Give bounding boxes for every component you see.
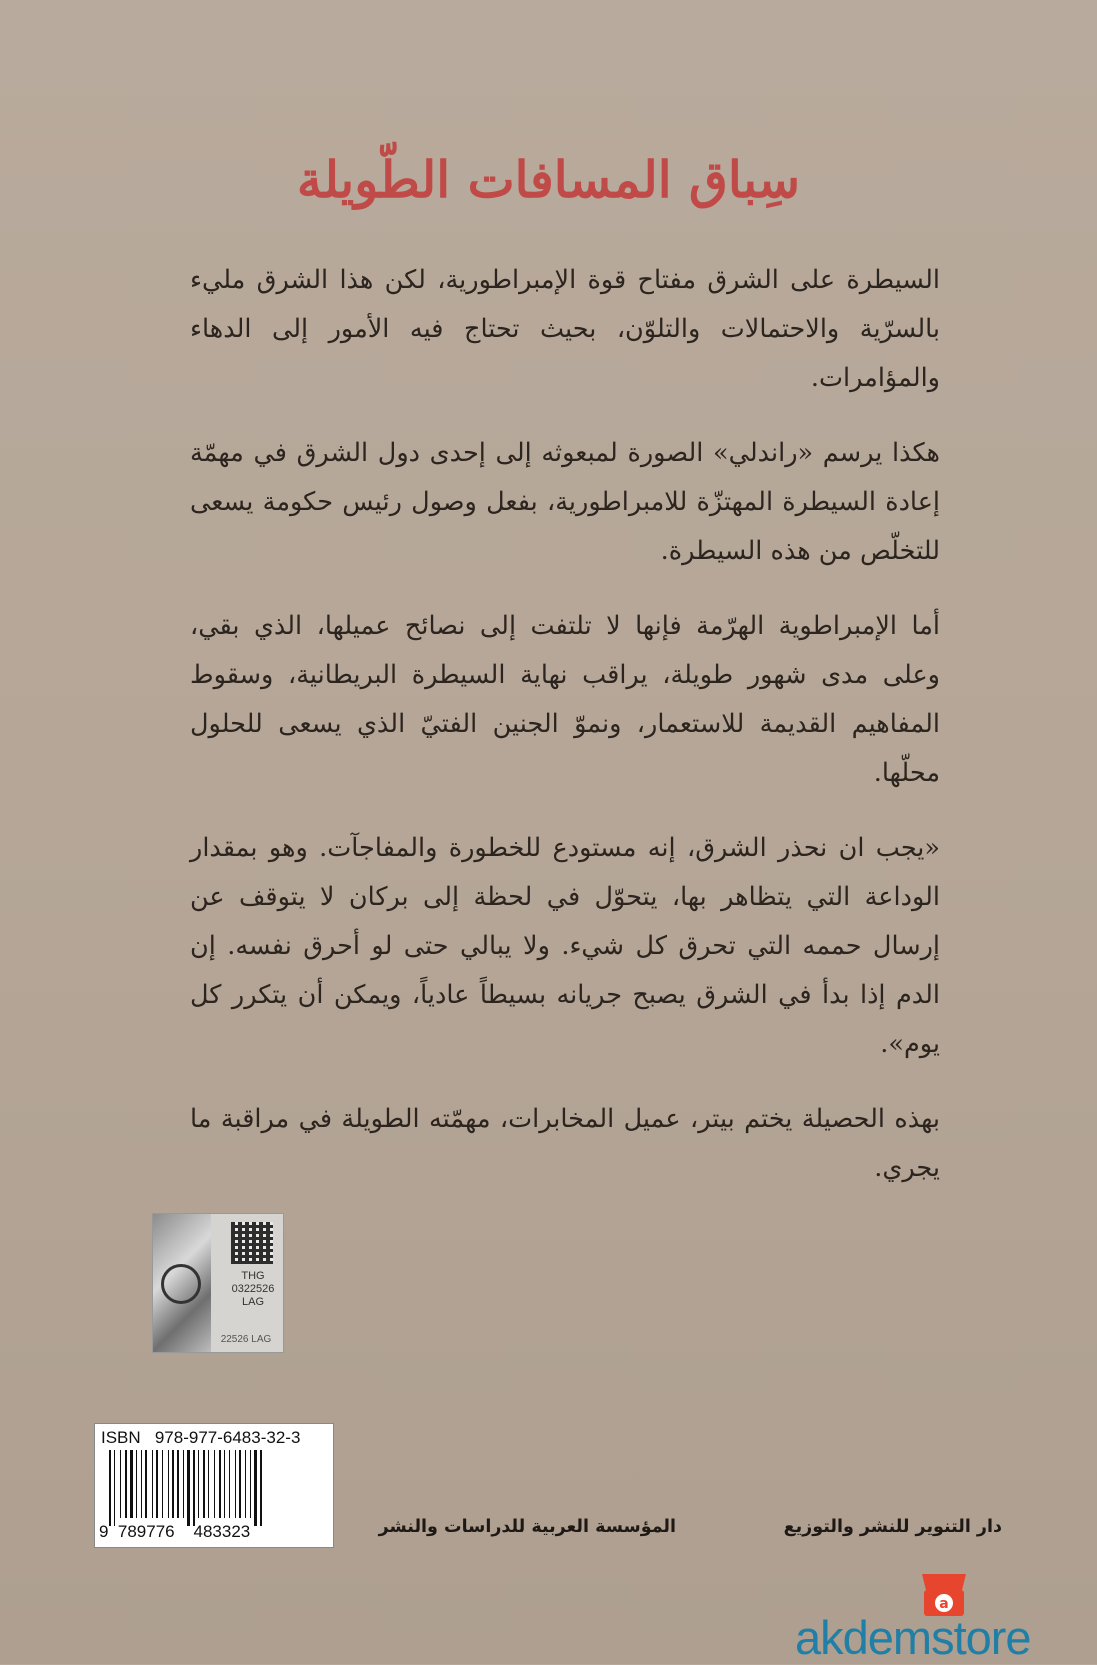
barcode-bar: [245, 1450, 246, 1518]
blurb-paragraph-5: بهذه الحصيلة يختم بيتر، عميل المخابرات، مهمّته الطويلة في مراقبة ما يجري.: [190, 1104, 940, 1183]
barcode-bar: [214, 1450, 215, 1518]
barcode-bar: [172, 1450, 174, 1518]
hologram-foil: [153, 1214, 211, 1352]
barcode-bar: [235, 1450, 236, 1518]
barcode-bar: [130, 1450, 133, 1518]
book-title: سِباق المسافات الطّويلة: [296, 150, 801, 209]
barcode-bar: [219, 1450, 221, 1518]
barcode-bar: [120, 1450, 121, 1518]
barcode-bar: [177, 1450, 179, 1518]
store-watermark: akdemstore: [795, 1611, 1031, 1664]
hologram-code-line-1: THG: [241, 1270, 265, 1282]
isbn-label: ISBN 978-977-6483-32-3: [101, 1428, 301, 1447]
barcode-bar: [187, 1450, 190, 1526]
publisher-arab-institute: المؤسسة العربية للدراسات والنشر: [378, 1517, 676, 1537]
blurb: [190, 256, 940, 1219]
hologram-bottom-code: 22526 LAG: [220, 1334, 272, 1345]
barcode-bar: [141, 1450, 142, 1518]
barcode-bar: [136, 1450, 137, 1518]
barcode-bar: [114, 1450, 115, 1526]
hologram-sticker: [152, 1213, 284, 1353]
barcode-bar: [208, 1450, 209, 1518]
barcode-bar: [145, 1450, 147, 1518]
barcode-bar: [203, 1450, 205, 1518]
hologram-seal-icon: [161, 1264, 201, 1304]
hologram-code: [223, 1270, 283, 1309]
hologram-code-line-2: 0322526: [231, 1283, 275, 1295]
barcode-bar: [109, 1450, 111, 1526]
blurb-paragraph-2: هكذا يرسم «راندلي» الصورة لمبعوثه إلى إحدى دول الشرق في مهمّة إعادة السيطرة المهتزّة للامبراطورية، بفعل وصول رئيس حكومة يسعى للتخلّص من هذه السيطرة.: [190, 438, 940, 566]
barcode-bar: [162, 1450, 163, 1518]
barcode-digits: 9 789776 483323: [99, 1522, 251, 1541]
blurb-paragraph-3: أما الإمبراطوية الهرّمة فإنها لا تلتفت إلى نصائح عميلها، الذي بقي، وعلى مدى شهور طويلة، يراقب نهاية السيطرة البريطانية، وسقوط المفاهيم القديمة للاستعمار، ونموّ الجنين الفتيّ الذي يسعى للحلول محلّها.: [190, 611, 940, 788]
barcode-bar: [183, 1450, 184, 1518]
barcode-bar: [198, 1450, 199, 1518]
barcode-bar: [168, 1450, 169, 1518]
svg-text:a: a: [939, 1596, 949, 1612]
barcode-bar: [125, 1450, 127, 1518]
qr-code-icon: [231, 1222, 273, 1264]
barcode-bar: [229, 1450, 230, 1518]
hologram-code-line-3: LAG: [241, 1296, 264, 1308]
barcode-bar: [254, 1450, 257, 1526]
barcode-bar: [260, 1450, 262, 1526]
barcode-bar: [193, 1450, 195, 1526]
barcode-bar: [156, 1450, 158, 1518]
isbn-barcode: [94, 1423, 334, 1548]
blurb-paragraph-4: «يجب ان نحذر الشرق، إنه مستودع للخطورة والمفاجآت. وهو بمقدار الوداعة التي يتظاهر بها، يتحوّل في لحظة إلى بركان لا يتوقف عن إرسال حممه التي تحرق كل شيء. ولا يبالي حتى لو أحرق نفسه. إن الدم إذا بدأ في الشرق يصبح جريانه بسيطاً عادياً، ويمكن أن يتكرر كل يوم».: [190, 833, 940, 1059]
barcode-bar: [152, 1450, 153, 1518]
publisher-tanweer: دار التنوير للنشر والتوزيع: [783, 1517, 1002, 1537]
blurb-paragraph-1: السيطرة على الشرق مفتاح قوة الإمبراطورية، لكن هذا الشرق مليء بالسرّية والاحتمالات والتلوّن، بحيث تحتاج فيه الأمور إلى الدهاء والمؤامرات.: [190, 265, 940, 393]
barcode-bar: [250, 1450, 251, 1518]
barcode-bar: [239, 1450, 241, 1518]
barcode-bar: [224, 1450, 225, 1518]
